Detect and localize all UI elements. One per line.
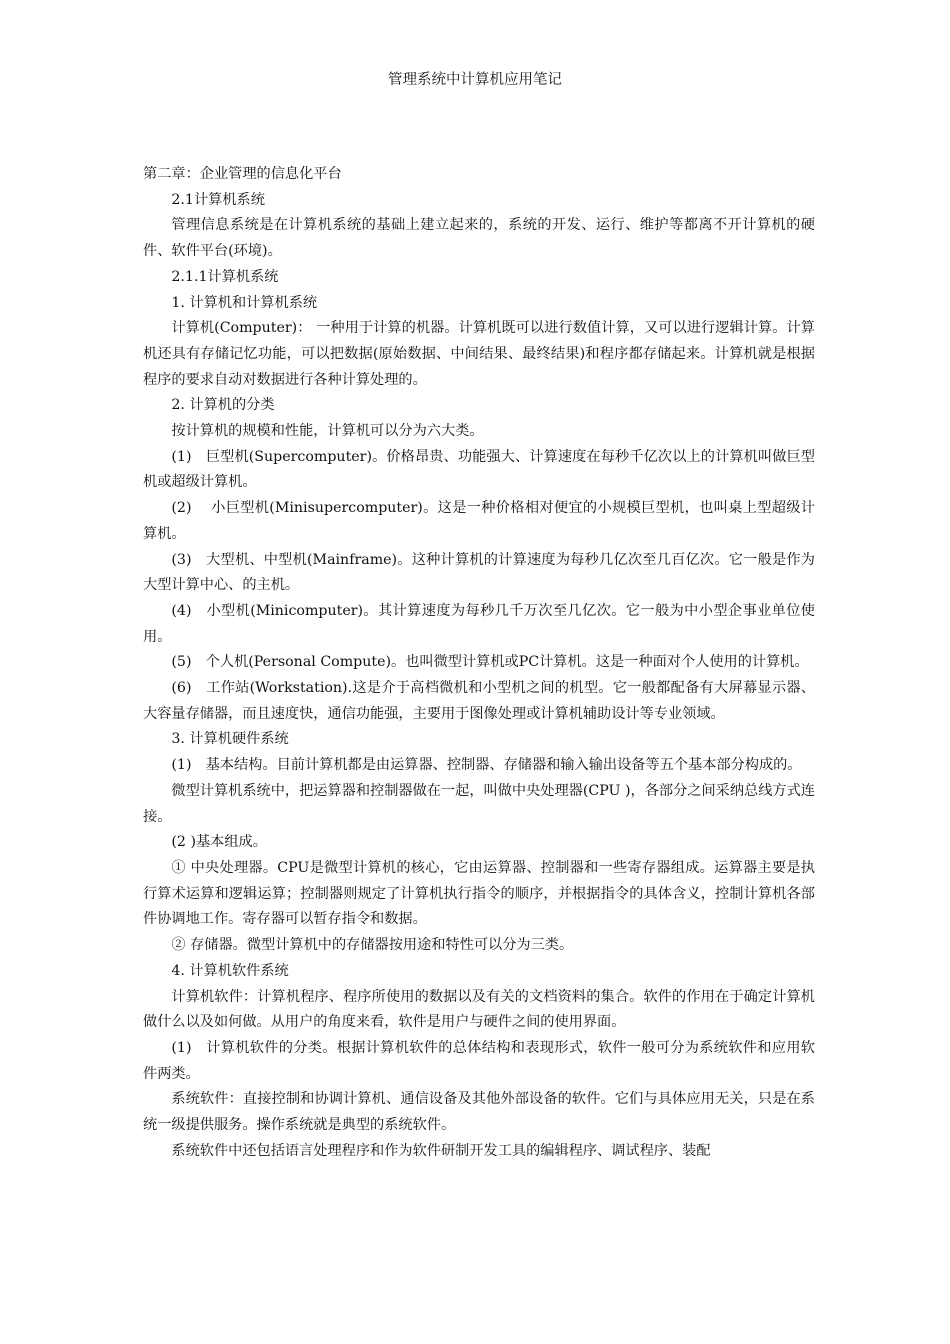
paragraph: 按计算机的规模和性能，计算机可以分为六大类。: [171, 423, 484, 440]
paragraph: 微型计算机系统中，把运算器和控制器做在一起，叫做中央处理器(CPU )，各部分之间采纳总线方式连接。: [143, 782, 815, 825]
paragraph: 计算机软件：计算机程序、程序所使用的数据以及有关的文档资料的集合。软件的作用在于确定计算机做什么以及如何做。从用户的角度来看，软件是用户与硬件之间的使用界面。: [143, 988, 815, 1031]
document-body: [143, 162, 815, 1164]
list-item: (5) 个人机(Personal Compute)。也叫微型计算机或PC计算机。这是一种面对个人使用的计算机。: [171, 654, 809, 671]
document-title: 管理系统中计算机应用笔记: [388, 72, 562, 88]
subsection-heading: 2.1.1计算机系统: [171, 268, 279, 285]
list-item: (6) 工作站(Workstation).这是介于高档微机和小型机之间的机型。它一般都配备有大屏幕显示器、大容量存储器，而且速度快，通信功能强，主要用于图像处理或计算机辅助设计等专业领域。: [143, 680, 815, 722]
topic-heading: 1. 计算机和计算机系统: [171, 294, 318, 311]
list-item: (4) 小型机(Minicomputer)。其计算速度为每秒几千万次至几亿次。它一般为中小型企事业单位使用。: [143, 602, 815, 645]
list-item: ② 存储器。微型计算机中的存储器按用途和特性可以分为三类。: [171, 937, 574, 954]
paragraph: 计算机(Computer)： 一种用于计算的机器。计算机既可以进行数值计算，又可以进行逻辑计算。计算机还具有存储记忆功能，可以把数据(原始数据、中间结果、最终结果)和程序都存储起来。计算机就是根据程序的要求自动对数据进行各种计算处理的。: [143, 320, 815, 388]
paragraph: 系统软件：直接控制和协调计算机、通信设备及其他外部设备的软件。它们与具体应用无关，只是在系统一级提供服务。操作系统就是典型的系统软件。: [143, 1091, 815, 1134]
paragraph: 系统软件中还包括语言处理程序和作为软件研制开发工具的编辑程序、调试程序、装配: [171, 1142, 711, 1159]
topic-heading: 4. 计算机软件系统: [171, 962, 289, 979]
list-item: ① 中央处理器。CPU是微型计算机的核心，它由运算器、控制器和一些寄存器组成。运算器主要是执行算术运算和逻辑运算；控制器则规定了计算机执行指令的顺序，并根据指令的具体含义，控制计算机各部件协调地工作。寄存器可以暂存指令和数据。: [143, 859, 815, 928]
section-heading: 2.1计算机系统: [171, 191, 265, 208]
paragraph: 管理信息系统是在计算机系统的基础上建立起来的，系统的开发、运行、维护等都离不开计算机的硬件、软件平台(环境)。: [143, 217, 815, 260]
list-item: (3) 大型机、中型机(Mainframe)。这种计算机的计算速度为每秒几亿次至几百亿次。它一般是作为大型计算中心、的主机。: [143, 551, 815, 594]
page-header: [0, 70, 950, 90]
list-item: (2 )基本组成。: [171, 834, 267, 851]
chapter-heading: 第二章：企业管理的信息化平台: [143, 166, 342, 182]
list-item: (1) 巨型机(Supercomputer)。价格昂贵、功能强大、计算速度在每秒千亿次以上的计算机叫做巨型机或超级计算机。: [143, 448, 815, 491]
list-item: (1) 计算机软件的分类。根据计算机软件的总体结构和表现形式，软件一般可分为系统软件和应用软件两类。: [143, 1039, 815, 1082]
topic-heading: 3. 计算机硬件系统: [171, 731, 289, 748]
topic-heading: 2. 计算机的分类: [171, 397, 275, 414]
list-item: (1) 基本结构。目前计算机都是由运算器、控制器、存储器和输入输出设备等五个基本部分构成的。: [171, 757, 802, 774]
list-item: (2) 小巨型机(Minisupercomputer)。这是一种价格相对便宜的小规模巨型机，也叫桌上型超级计算机。: [143, 500, 815, 542]
